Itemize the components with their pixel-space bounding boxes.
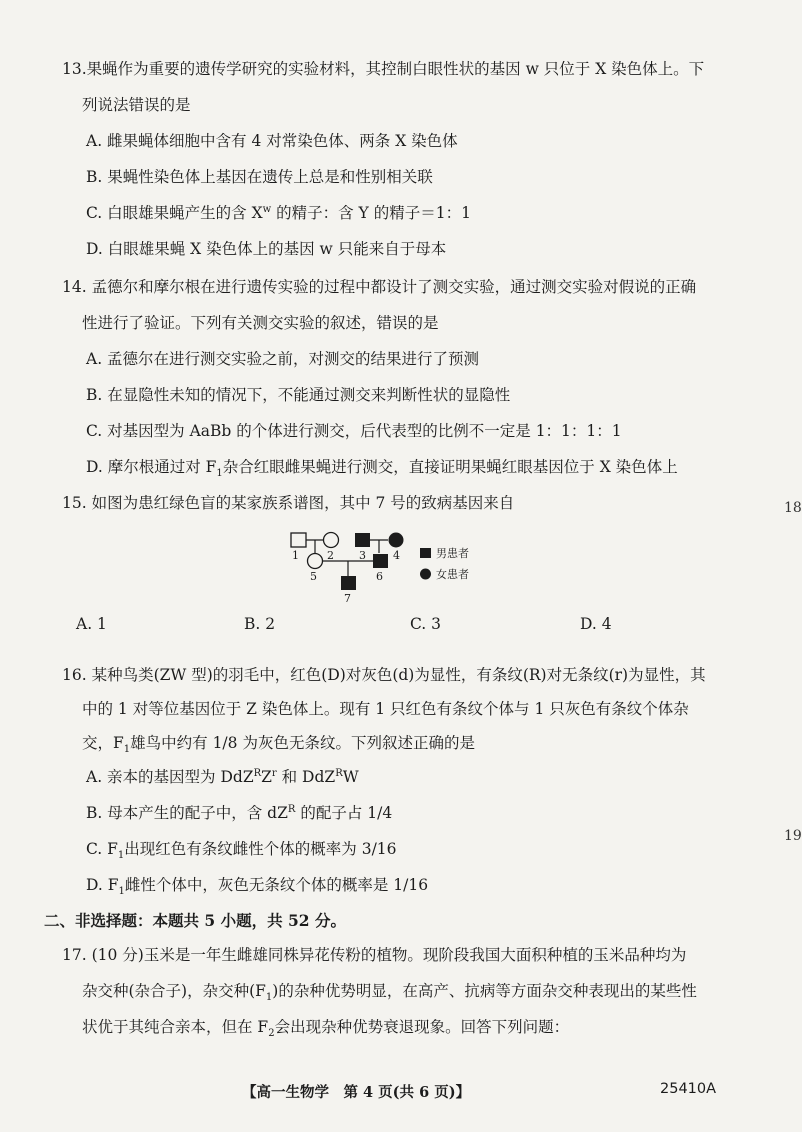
q13-option-c: C. 白眼雄果蝇产生的含 $X^w$ 的精子：含 Y 的精子＝1：1 <box>86 203 471 222</box>
edge-mark-19: 19 <box>784 828 802 844</box>
q14-option-c: C. 对基因型为 AaBb 的个体进行测交，后代表型的比例不一定是 1：1：1：1 <box>86 422 622 440</box>
label-4: 4 <box>393 549 400 562</box>
individual-5-normal-female <box>308 554 323 569</box>
q14-stem-line1: 14. 孟德尔和摩尔根在进行遗传实验的过程中都设计了测交实验，通过测交实验对假说的正确 <box>62 278 697 296</box>
label-7: 7 <box>344 592 351 605</box>
q13-stem-line1: 13.果蝇作为重要的遗传学研究的实验材料，其控制白眼性状的基因 w 只位于 X 染色体上。下 <box>62 60 705 78</box>
legend-female-symbol <box>420 569 431 580</box>
q16-option-d: D. $F_1$雌性个体中，灰色无条纹个体的概率是 1/16 <box>86 876 429 898</box>
q16-stem-line2: 中的 1 对等位基因位于 Z 染色体上。现有 1 只红色有条纹个体与 1 只灰色有条纹个体杂 <box>82 700 689 718</box>
q15-option-d: D. 4 <box>580 615 612 633</box>
label-6: 6 <box>376 570 383 583</box>
q13-option-b: B. 果蝇性染色体上基因在遗传上总是和性别相关联 <box>86 168 433 186</box>
label-2: 2 <box>327 549 334 562</box>
q13-option-a: A. 雌果蝇体细胞中含有 4 对常染色体、两条 X 染色体 <box>86 132 458 150</box>
individual-2-normal-female <box>324 533 339 548</box>
label-3: 3 <box>359 549 366 562</box>
q15-option-c: C. 3 <box>410 615 442 633</box>
q14-option-b: B. 在显隐性未知的情况下，不能通过测交来判断性状的显隐性 <box>86 386 511 404</box>
q15-option-b: B. 2 <box>244 615 276 633</box>
q16-option-b: B. 母本产生的配子中，含 $dZ^R$ 的配子占 1/4 <box>86 803 393 822</box>
individual-7-affected-male <box>341 576 356 590</box>
q16-stem-line1: 16. 某种鸟类(ZW 型)的羽毛中，红色(D)对灰色(d)为显性，有条纹(R)对无条纹(r)为显性，其 <box>62 666 706 684</box>
label-5: 5 <box>310 570 317 583</box>
q16-stem-line3: 交，$F_1$雄鸟中约有 1/8 为灰色无条纹。下列叙述正确的是 <box>82 734 475 756</box>
q14-option-a: A. 孟德尔在进行测交实验之前，对测交的结果进行了预测 <box>86 350 480 368</box>
footer-page-info: 【高一生物学 第 4 页(共 6 页)】 <box>242 1084 471 1101</box>
q13-stem-line2: 列说法错误的是 <box>82 96 191 114</box>
q16-option-c: C. $F_1$出现红色有条纹雌性个体的概率为 3/16 <box>86 840 397 862</box>
q17-stem-line1: 17. (10 分)玉米是一年生雌雄同株异花传粉的植物。现阶段我国大面积种植的玉米品种均为 <box>62 946 687 964</box>
legend-male-label: 男患者 <box>436 547 469 560</box>
q14-option-d: D. 摩尔根通过对 $F_1$杂合红眼雌果蝇进行测交，直接证明果蝇红眼基因位于 X 染色体上 <box>86 458 678 480</box>
q13-option-d: D. 白眼雄果蝇 X 染色体上的基因 w 只能来自于母本 <box>86 240 447 258</box>
individual-3-affected-male <box>355 533 370 547</box>
q14-stem-line2: 性进行了验证。下列有关测交实验的叙述，错误的是 <box>82 314 439 332</box>
edge-mark-18: 18 <box>784 500 802 516</box>
footer-code: 25410A <box>660 1081 717 1097</box>
q15-stem: 15. 如图为患红绿色盲的某家族系谱图，其中 7 号的致病基因来自 <box>62 494 515 512</box>
individual-4-affected-female <box>389 533 404 548</box>
q15-option-a: A. 1 <box>76 615 107 633</box>
q17-stem-line3: 状优于其纯合亲本，但在 $F_2$会出现杂种优势衰退现象。回答下列问题： <box>82 1018 570 1040</box>
q16-option-a: A. 亲本的基因型为 $DdZ^RZ^r$ 和 DdZ$^R$W <box>86 767 359 786</box>
q17-stem-line2: 杂交种(杂合子)，杂交种$(F_1)$的杂种优势明显，在高产、抗病等方面杂交种表现出的某些性 <box>82 982 697 1004</box>
pedigree-chart <box>270 528 500 618</box>
legend-male-symbol <box>420 548 431 558</box>
individual-1-normal-male <box>291 533 306 547</box>
label-1: 1 <box>292 549 299 562</box>
individual-6-affected-male <box>373 554 388 568</box>
section-2-heading: 二、非选择题：本题共 5 小题，共 52 分。 <box>44 911 346 930</box>
legend-female-label: 女患者 <box>436 568 469 581</box>
